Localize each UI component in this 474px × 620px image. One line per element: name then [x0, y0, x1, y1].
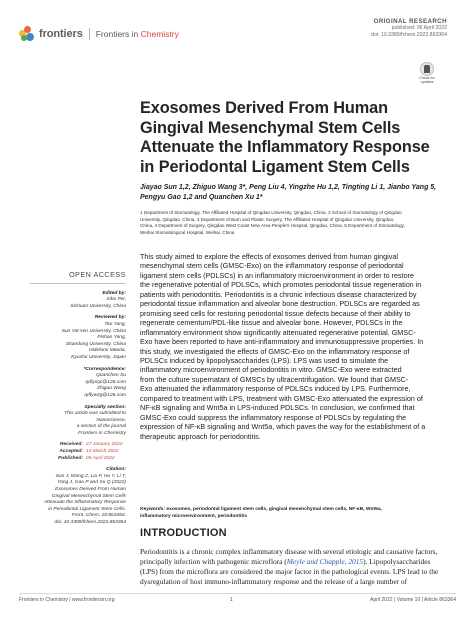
check-updates-label: Check for updates [419, 76, 435, 84]
edited-by-label: Edited by: [102, 290, 126, 296]
title-line: Attenuate the Inflammatory Response [140, 138, 430, 157]
abstract-line: This study aimed to explore the effects of exosomes derived from human gingival [140, 252, 398, 261]
abstract-line: regenerate cementum/PDL-like tissue and alveolar bone. However, PDLSCs in the [140, 318, 403, 328]
published-date-sidebar: 06 April 2022 [86, 455, 115, 461]
accepted-date: 10 March 2022 [86, 449, 119, 455]
author-line: Jiayao Sun 1,2, Zhiguo Wang 3*, Peng Liu 4, Yingzhe Hu 1,2, Tingting Li 1, Jianbo Yang 5, [140, 184, 437, 191]
frontiers-logo-icon [19, 26, 35, 42]
specialty-section-block [30, 405, 126, 438]
abstract-line: promising seed cells for restoring periodontal tissue defects because of their ability to [140, 308, 411, 318]
introduction-text [140, 547, 453, 587]
page-footer [19, 593, 456, 602]
correspondent-name: Zhiguo Wang [97, 386, 126, 392]
abstract-line: expression of NF-κB signaling and Wnt5a, which paves the way for the establishment of a [140, 422, 426, 432]
abstract-line: patients with periodontitis. Periodontitis is a chronic infectious disease characterized by [140, 289, 417, 299]
abstract-line: PDLSCs induced by lipopolysaccharides (LPS). LPS was used to simulate the [140, 355, 389, 365]
accepted-row [30, 449, 126, 456]
received-date: 27 January 2022 [86, 442, 123, 448]
abstract-line: GMSC-Exo could suppress the inflammatory response of PDLSCs by regulating the [140, 412, 407, 422]
footer-journal-link[interactable]: Frontiers in Chemistry | www.frontiersin.org [19, 597, 115, 603]
check-for-updates-badge[interactable] [418, 62, 436, 84]
abstract-line: from the culture supernatant of GMSCs by ultracentrifugation. We found that GMSC- [140, 374, 409, 384]
editor-affiliation: Sichuan University, China [70, 303, 126, 309]
abstract-line: mesenchymal stem cells (GMSC-Exo) on the inflammatory response of periodontal [140, 261, 404, 271]
citation-label: Citation: [106, 467, 126, 473]
correspondence-label: *Correspondence: [83, 366, 126, 372]
keywords-line: inflammatory microenvironment, periodontitis [140, 513, 248, 519]
edited-by-block [30, 291, 126, 311]
abstract-line: inflammatory environment show significantly attenuated regenerative potential. GMSC- [140, 327, 416, 337]
citation-block [30, 467, 126, 526]
citation-doi[interactable]: doi: 10.3389/fchem.2022.863364 [54, 520, 126, 525]
abstract-line: periodontal tissue inflammation and alveolar bone destruction. PDLSCs are regarded as [140, 299, 420, 309]
journal-name [96, 29, 179, 39]
abstract [140, 252, 453, 441]
reviewed-by-label: Reviewed by: [94, 315, 126, 321]
correspondent-email[interactable]: qdfyxqc@126.com [85, 379, 126, 385]
abstract-line: Exo have been reported to have anti-inflammatory and immunosuppressive properties. In [140, 337, 424, 347]
abstract-line: ligament stem cells (PDLSCs) in an inflammatory microenvironment in order to restore [140, 270, 415, 280]
journal-subject: Chemistry [140, 29, 179, 39]
received-label: Received: [59, 442, 83, 448]
intro-line: Periodontitis is a chronic complex inflammatory disease with several etiologic and causative factors, [140, 547, 438, 556]
intro-text: principally infection with pathogenic microflora ( [140, 557, 287, 566]
article-meta [371, 18, 447, 39]
abstract-line: therapeutic approach for periodontitis. [140, 431, 261, 441]
reviewer-name: Hidefumi Maeda, [89, 348, 126, 354]
published-row [30, 456, 126, 463]
published-date: published: 06 April 2022 [391, 25, 447, 31]
affiliation-line: 1 Department of Stomatology, The Affiliated Hospital of Qingdao University, Qingdao, China, 2 School of Stomatology of Qingdao [140, 210, 402, 215]
abstract-line: Exo attenuated the inflammatory response of PDLSCs induced by LPS. Furthermore, [140, 384, 411, 394]
reviewer-affiliation: Shandong University, China [65, 341, 126, 347]
author-line: Pengyu Gao 1,2 and Quanchen Xu 1* [140, 194, 263, 201]
citation-line: Exosomes Derived From Human [55, 487, 126, 493]
reviewer-affiliation: Sun Yat-sen University, China [61, 328, 126, 334]
intro-line: dysregulation of host immuno-inflammatory response and the release of a large number of [140, 577, 408, 586]
title-line: Exosomes Derived From Human [140, 99, 388, 117]
citation-line: Gingival Mesenchymal Stem Cells [51, 493, 126, 499]
keywords-line [140, 507, 453, 514]
page-header [0, 0, 474, 60]
specialty-line: This article was submitted to [64, 411, 126, 417]
specialty-section-label: Specialty section: [84, 404, 126, 410]
author-list [140, 183, 450, 203]
page-number: 1 [230, 597, 233, 603]
reviewed-by-block [30, 315, 126, 361]
specialty-line: a section of the journal [76, 424, 126, 430]
correspondent-name: Quanchen Xu [96, 373, 126, 379]
footer-issue: April 2022 | Volume 10 | Article 863364 [370, 597, 456, 603]
citation-line: Sun J, Wang Z, Liu P, Hu Y, Li T, [55, 473, 126, 479]
keywords-label: Keywords: [140, 507, 166, 512]
open-access-label: OPEN ACCESS [30, 272, 126, 284]
logo-divider [89, 28, 90, 40]
abstract-line: this study, we investigated the effects of GMSC-Exo on the inflammatory response of [140, 346, 410, 356]
citation-line: Attenuate the Inflammatory Response [43, 500, 126, 506]
doi-link[interactable]: doi: 10.3389/fchem.2022.863364 [371, 32, 447, 38]
specialty-line: Frontiers in Chemistry [78, 430, 126, 436]
title-line: in Periodontal Ligament Stem Cells [140, 158, 410, 177]
affiliations [140, 210, 455, 236]
article-title [140, 99, 450, 178]
bookmark-icon [424, 65, 430, 73]
affiliation-line: University, Qingdao, China, 3 Department of Burn and Plastic Surgery, The Affiliated Hospital of Qingdao University, Qingdao, [140, 216, 395, 222]
abstract-line: the regenerative potential of PDLSCs, which promotes periodontal tissue regeneration in [140, 280, 422, 290]
keywords-text: exosomes, periodontal ligament stem cells, gingival mesenchymal stem cells, NF-κB, Wnt5a, [166, 507, 382, 512]
reviewer-name: Tao Yang, [104, 321, 126, 327]
intro-text: ). Lipopolysaccharides [363, 557, 431, 566]
citation-line: in Periodontal Ligament Stem Cells. [48, 506, 126, 512]
citation-link[interactable]: Meyle and Chapple, 2015 [286, 557, 364, 566]
accepted-label: Accepted: [59, 449, 83, 455]
article-type: ORIGINAL RESEARCH [373, 18, 447, 25]
citation-line: Yang J, Gao P and Xu Q (2022) [57, 480, 126, 486]
intro-line [140, 557, 453, 567]
published-label: Published: [58, 455, 83, 461]
editor-name: Xibo Pei, [106, 297, 126, 303]
abstract-line: NF-κB signaling and Wnt5a in LPS-induced PDLSCs. In conclusion, we confirmed that [140, 403, 415, 413]
journal-prefix: Frontiers in [95, 29, 139, 39]
correspondent-email[interactable]: qdfywzg@126.com [84, 392, 126, 398]
correspondence-block [30, 367, 126, 400]
frontiers-logo[interactable] [19, 26, 179, 42]
affiliation-line: China, 4 Department of Surgery, Qingdao West Coast New Area People's Hospital, Qingdao, China, 5 Department of Stomatology, [140, 223, 405, 229]
specialty-line: Nanoscience, [96, 417, 126, 423]
title-line: Gingival Mesenchymal Stem Cells [140, 118, 401, 137]
reviewer-name: Pishan Yang, [97, 335, 126, 341]
reviewer-affiliation: Kyushu University, Japan [71, 354, 126, 360]
introduction-heading: INTRODUCTION [140, 527, 227, 539]
article-sidebar [30, 272, 126, 532]
logo-text: frontiers [39, 28, 83, 40]
abstract-line: inflammatory microenvironment of periodontitis in vitro. GMSC-Exo were extracted [140, 365, 402, 375]
intro-line: (LPS) from the microflora are considered the major factor in the pathological events. LPS lead to the [140, 567, 439, 576]
keywords [140, 507, 453, 521]
affiliation-line: Weihai Stomatological Hospital, Weihai, China [140, 229, 235, 235]
abstract-line: compared to treatment with LPS, treatment with GMSC-Exo attenuated the expression of [140, 393, 423, 403]
dates-block [30, 442, 126, 462]
citation-line: Front. Chem. 10:863364. [71, 513, 126, 519]
